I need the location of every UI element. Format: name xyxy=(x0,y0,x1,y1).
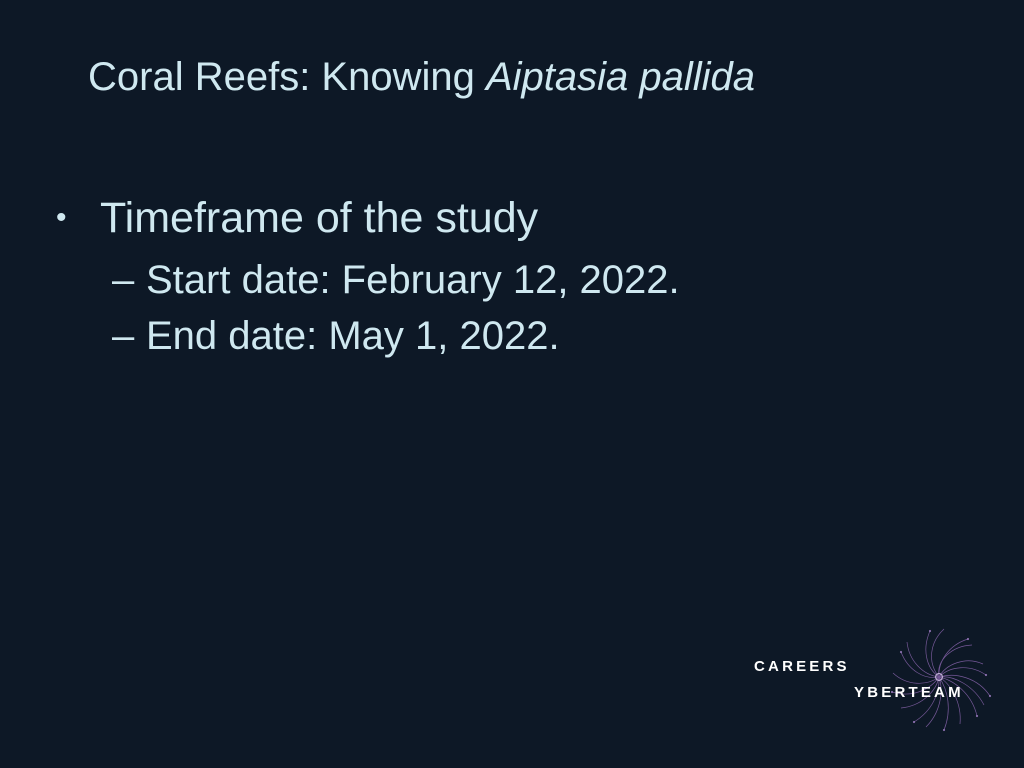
list-item xyxy=(56,309,956,363)
list-item xyxy=(56,190,956,247)
list-item-label: Timeframe of the study xyxy=(100,194,539,242)
careers-cyberteam-logo xyxy=(742,612,1010,742)
logo-line-cyberteam: YBERTEAM xyxy=(854,684,964,701)
list-item xyxy=(56,253,956,307)
bullet-list xyxy=(56,190,956,365)
list-item-label: End date: May 1, 2022. xyxy=(146,313,560,358)
page-title-plain: Coral Reefs: Knowing xyxy=(88,55,486,99)
list-item-label: Start date: February 12, 2022. xyxy=(146,257,680,302)
page-title xyxy=(88,54,968,100)
dash-marker-icon: – xyxy=(112,313,135,358)
bullet-marker-icon: • xyxy=(56,201,67,234)
logo-line-careers: CAREERS xyxy=(754,658,850,675)
page-title-italic: Aiptasia pallida xyxy=(485,55,756,99)
logo-wordmark xyxy=(742,658,1010,728)
dash-marker-icon: – xyxy=(112,257,135,302)
